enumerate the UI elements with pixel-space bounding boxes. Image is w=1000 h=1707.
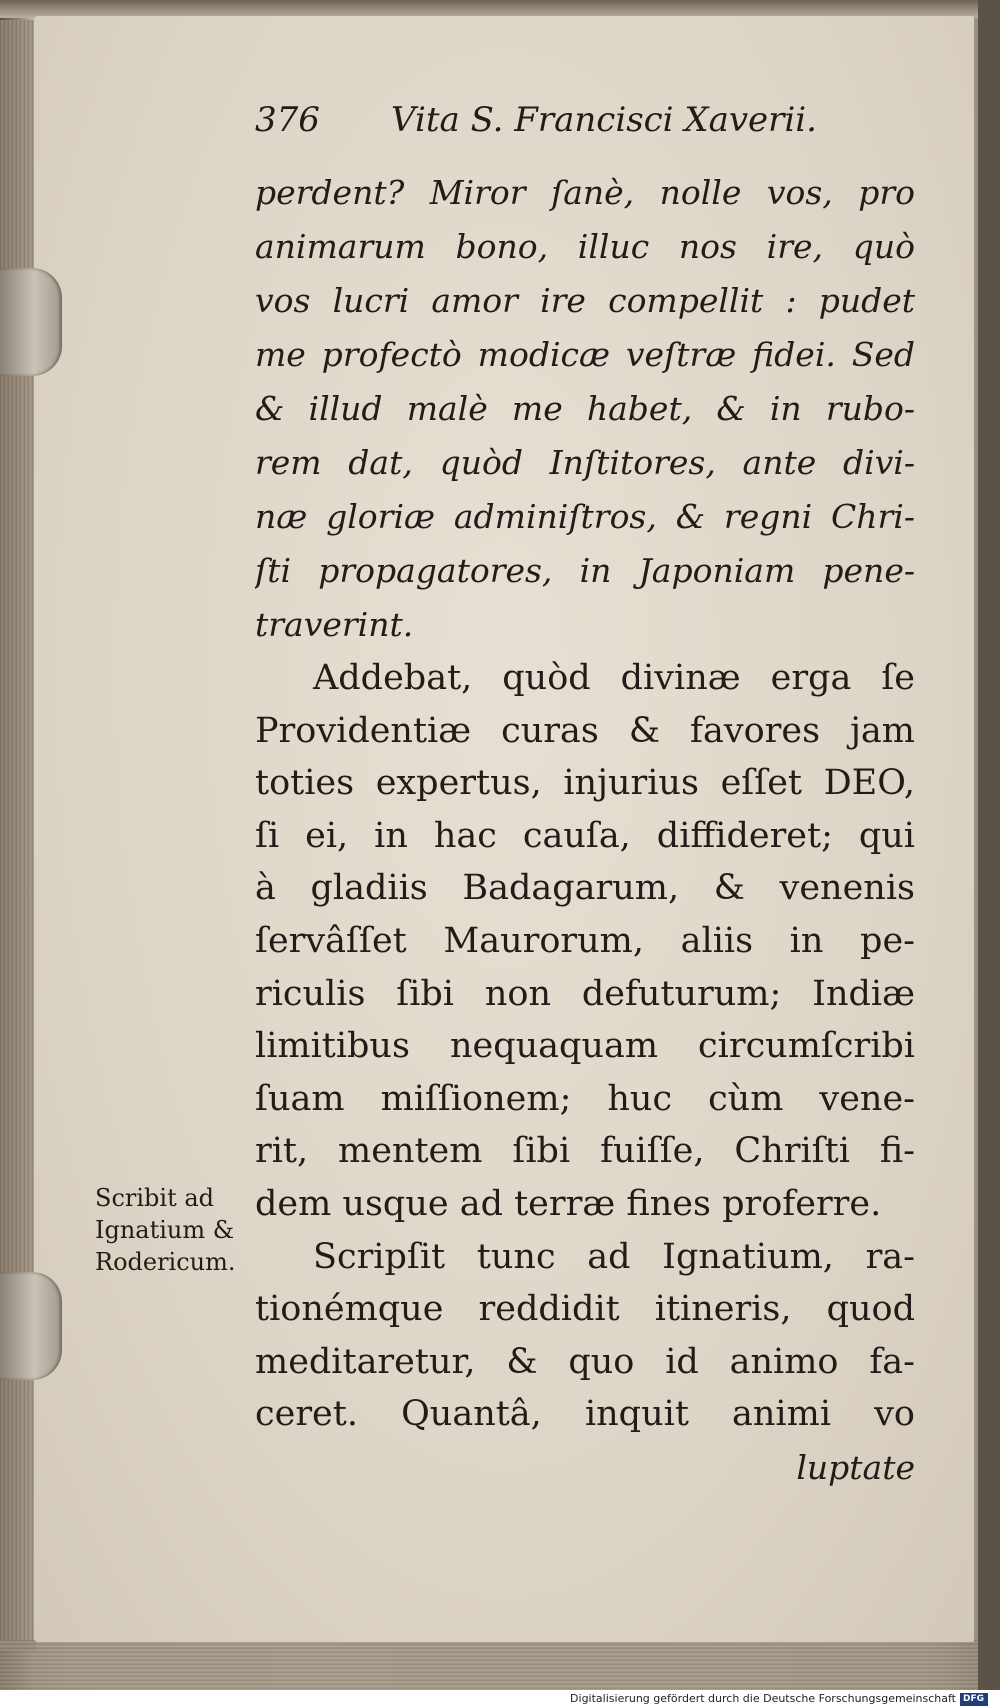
page-text [255,100,915,1495]
text-line: meditaretur, & quo id animo fa- [255,1341,915,1382]
credit-text: Digitalisierung gefördert durch die Deutsche Forschungsgemeinschaft [570,1692,956,1705]
text-line: rit, mentem ſibi fuiſſe, Chriſti fi- [255,1131,915,1172]
running-title: Vita S. Francisci Xaverii. [391,100,817,140]
text-line: ſti propagatores, in Japoniam pene- [255,551,915,590]
margin-note-line: Ignatium & [95,1216,235,1244]
italic-passage [255,166,915,652]
text-line: Scripſit tunc ad Ignatium, ra- [313,1236,915,1277]
digitization-credit [0,1690,988,1707]
text-line: dem usque ad terræ fines proferre. [255,1183,882,1224]
text-line: Providentiæ curas & favores jam [255,710,915,751]
margin-note-line: Rodericum. [95,1248,236,1276]
text-line: riculis ſibi non defuturum; Indiæ [255,973,915,1014]
text-line: à gladiis Badagarum, & venenis [255,868,915,909]
running-head [255,100,915,166]
text-line: toties expertus, injurius eſſet DEO, [255,763,915,804]
page-clip-top [0,268,62,376]
text-line: me profectò modicæ veſtræ fidei. Sed [255,335,915,374]
page-clip-bottom [0,1272,62,1380]
page-edge-left [0,20,36,1650]
text-line: animarum bono, illuc nos ire, quò [255,227,915,266]
text-line: ceret. Quantâ, inquit animi vo [255,1394,915,1435]
text-line: næ gloriæ adminiſtros, & regni Chri- [255,497,915,536]
text-line: ſervâſſet Maurorum, aliis in pe- [255,920,915,961]
text-line: ſi ei, in hac cauſa, diffideret; qui [255,815,915,856]
page-number: 376 [255,100,320,140]
roman-passage [255,652,915,1495]
text-line: ſuam miſſionem; huc cùm vene- [255,1078,915,1119]
text-line: tionémque reddidit itineris, quod [255,1289,915,1330]
text-line: traverint. [255,605,414,644]
page-edge-bottom [0,1640,1000,1690]
text-line: Addebat, quòd divinæ erga ſe [313,658,915,698]
catchword: luptate [796,1447,915,1487]
text-line: & illud malè me habet, & in rubo- [255,389,915,428]
dfg-logo-icon: DFG [960,1693,988,1706]
text-line: rem dat, quòd Inſtitores, ante divi- [255,443,915,482]
text-line: limitibus nequaquam circumſcribi [255,1026,915,1067]
margin-note-line: Scribit ad [95,1184,215,1212]
text-line: perdent? Miror ſanè, nolle vos, pro [255,173,915,212]
margin-note [95,1182,250,1278]
text-line: vos lucri amor ire compellit : pudet [255,281,915,320]
page-edge-right [978,0,1000,1690]
